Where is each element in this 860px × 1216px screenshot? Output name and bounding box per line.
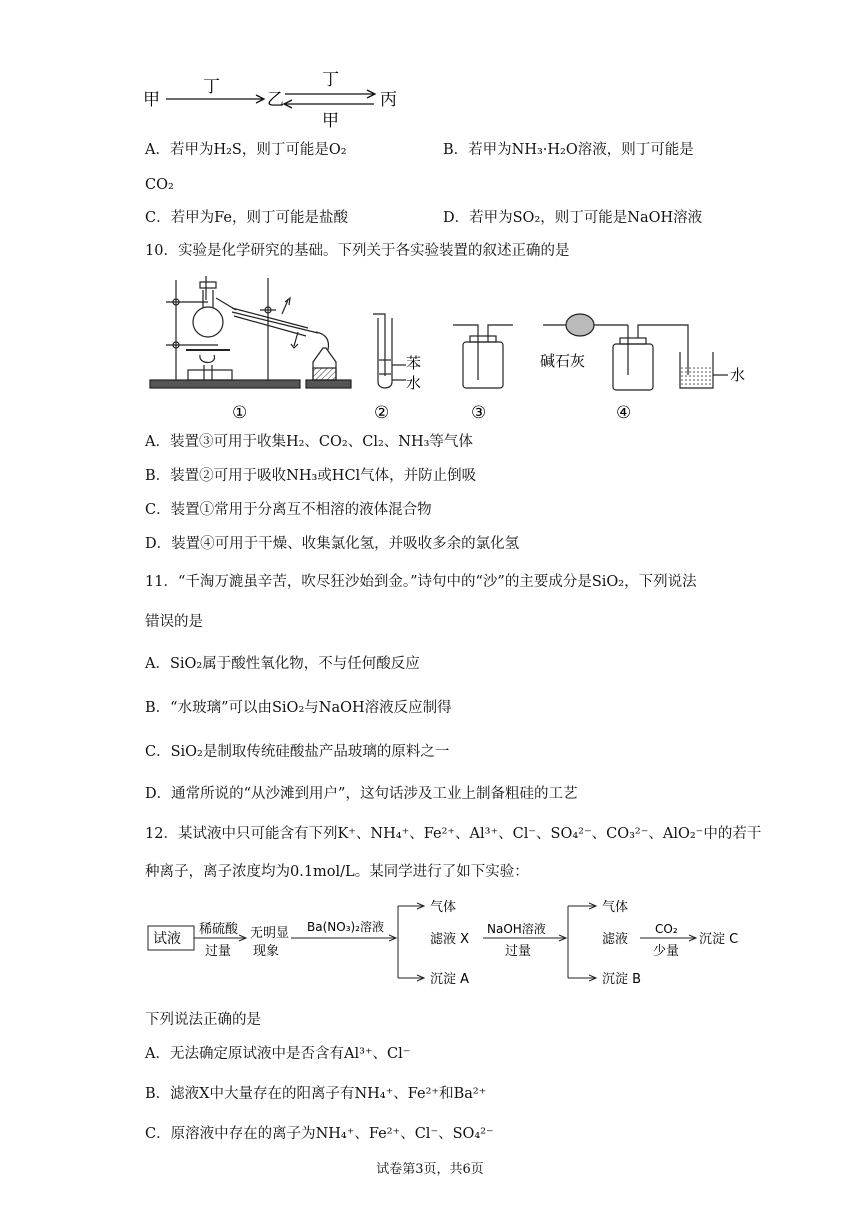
q9-option-b-cont: CO₂ xyxy=(145,177,174,193)
apparatus-1-number: ① xyxy=(232,403,248,423)
flow-small: 少量 xyxy=(653,944,680,959)
apparatus-4-number: ④ xyxy=(616,403,632,423)
q12-stem-1: 12．某试液中只可能含有下列K⁺、NH₄⁺、Fe²⁺、Al³⁺、Cl⁻、SO₄²⁻、CO₃²⁻、AlO₂⁻中的若干 xyxy=(145,826,762,842)
q11-option-c: C．SiO₂是制取传统硅酸盐产品玻璃的原料之一 xyxy=(145,744,450,760)
q11-stem-2: 错误的是 xyxy=(145,614,203,630)
q12-option-a: A．无法确定原试液中是否含有Al³⁺、Cl⁻ xyxy=(145,1046,411,1062)
q12-option-b: B．滤液X中大量存在的阳离子有NH₄⁺、Fe²⁺和Ba²⁺ xyxy=(145,1086,487,1102)
q9-option-d: D．若甲为SO₂，则丁可能是NaOH溶液 xyxy=(443,210,703,226)
page-footer: 试卷第3页，共6页 xyxy=(376,1162,484,1177)
flow-sample: 试液 xyxy=(153,931,181,947)
flow-acid-bottom: 过量 xyxy=(205,944,232,959)
soda-lime-label: 碱石灰 xyxy=(540,352,586,370)
flow-no-change-2: 现象 xyxy=(253,944,280,959)
flow-no-change-1: 无明显 xyxy=(250,926,290,941)
flow-precip-b: 沉淀 B xyxy=(602,972,642,987)
flow-filtrate: 滤液 xyxy=(602,932,629,947)
apparatus-2-number: ② xyxy=(374,403,390,423)
scheme-yi: 乙 xyxy=(267,90,284,110)
q10-option-d: D．装置④可用于干燥、收集氯化氢，并吸收多余的氯化氢 xyxy=(145,536,520,552)
flow-gas-1: 气体 xyxy=(430,900,457,915)
scheme-jia-back: 甲 xyxy=(322,111,339,131)
water-4-label: 水 xyxy=(730,366,746,384)
q10-stem: 10．实验是化学研究的基础。下列关于各实验装置的叙述正确的是 xyxy=(145,243,570,259)
scheme-ding-right: 丁 xyxy=(322,70,339,90)
apparatus-3 xyxy=(453,325,513,388)
q12-stem-2: 种离子，离子浓度均为0.1mol/L。某同学进行了如下实验： xyxy=(145,864,529,880)
q10-option-c: C．装置①常用于分离互不相溶的液体混合物 xyxy=(145,502,432,518)
q12-after: 下列说法正确的是 xyxy=(145,1012,261,1028)
reaction-scheme xyxy=(140,60,420,130)
benzene-label: 苯 xyxy=(406,354,422,372)
q9-option-a: A．若甲为H₂S，则丁可能是O₂ xyxy=(145,142,347,158)
q11-option-a: A．SiO₂属于酸性氧化物，不与任何酸反应 xyxy=(145,656,420,672)
q11-option-b: B．“水玻璃”可以由SiO₂与NaOH溶液反应制得 xyxy=(145,700,452,716)
q10-option-a: A．装置③可用于收集H₂、CO₂、Cl₂、NH₃等气体 xyxy=(145,434,473,450)
flow-co2: CO₂ xyxy=(655,922,678,936)
q9-option-c: C．若甲为Fe，则丁可能是盐酸 xyxy=(145,210,348,226)
flow-filtrate-x: 滤液 X xyxy=(430,932,470,947)
experiment-flowchart xyxy=(145,892,745,992)
flow-precip-c: 沉淀 C xyxy=(699,932,739,947)
q11-stem-1: 11．“千淘万漉虽辛苦，吹尽狂沙始到金。”诗句中的“沙”的主要成分是SiO₂，下列说法 xyxy=(145,574,697,590)
flow-precip-a: 沉淀 A xyxy=(430,972,470,987)
q9-option-b: B．若甲为NH₃·H₂O溶液，则丁可能是 xyxy=(443,142,694,158)
flow-reagent-1: Ba(NO₃)₂溶液 xyxy=(307,920,384,934)
flow-acid-top: 稀硫酸 xyxy=(199,922,239,937)
q10-option-b: B．装置②可用于吸收NH₃或HCl气体，并防止倒吸 xyxy=(145,468,477,484)
flow-reagent-2-bottom: 过量 xyxy=(505,944,532,959)
apparatus-2 xyxy=(373,314,406,388)
q11-option-d: D．通常所说的“从沙滩到用户”，这句话涉及工业上制备粗硅的工艺 xyxy=(145,786,578,802)
scheme-jia: 甲 xyxy=(143,90,160,110)
apparatus-1 xyxy=(150,276,351,388)
q12-option-c: C．原溶液中存在的离子为NH₄⁺、Fe²⁺、Cl⁻、SO₄²⁻ xyxy=(145,1126,494,1142)
water-label: 水 xyxy=(406,374,422,392)
flow-gas-2: 气体 xyxy=(602,900,629,915)
apparatus-3-number: ③ xyxy=(471,403,487,423)
apparatus-figure xyxy=(148,270,748,430)
scheme-ding-top: 丁 xyxy=(203,77,220,97)
flow-reagent-2-top: NaOH溶液 xyxy=(487,922,546,936)
scheme-bing: 丙 xyxy=(380,90,397,110)
